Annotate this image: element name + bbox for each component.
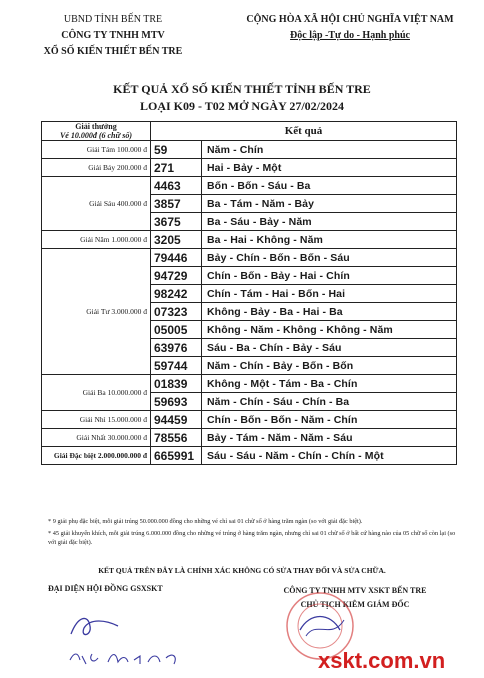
signatory-name-handwritten [68,646,188,672]
prize-name: Giải Tư 3.000.000 đ [42,249,151,375]
prize-name: Giải Ba 10.000.000 đ [42,375,151,411]
org-line-3: XỔ SỐ KIẾN THIẾT BẾN TRE [43,46,183,57]
header-national [230,12,470,44]
prize-name: Giải Nhất 30.000.000 đ [42,429,151,447]
national-title: CỘNG HÒA XÃ HỘI CHỦ NGHĨA VIỆT NAM [246,14,454,25]
winning-number-words: Ba - Hai - Không - Năm [202,231,457,249]
winning-number-words: Ba - Sáu - Bảy - Năm [202,213,457,231]
winning-number: 05005 [151,321,202,339]
results-table [41,121,457,465]
council-representative: ĐẠI DIỆN HỘI ĐỒNG GSXSKT [48,584,163,593]
prize-name: Giải Năm 1.000.000 đ [42,231,151,249]
table-row [42,249,457,267]
notes [48,517,458,550]
watermark: xskt.com.vn [318,648,446,673]
winning-number: 07323 [151,303,202,321]
table-row [42,141,457,159]
winning-number-words: Không - Năm - Không - Không - Năm [202,321,457,339]
table-row [42,375,457,393]
winning-number-words: Bốn - Bốn - Sáu - Ba [202,177,457,195]
winning-number: 79446 [151,249,202,267]
winning-number: 3675 [151,213,202,231]
table-row [42,411,457,429]
winning-number: 78556 [151,429,202,447]
winning-number: 59693 [151,393,202,411]
winning-number: 3205 [151,231,202,249]
table-row [42,177,457,195]
table-header-row [42,122,457,141]
org-line-1: UBND TỈNH BẾN TRE [63,14,163,25]
winning-number: 94459 [151,411,202,429]
org-line-2: CÔNG TY TNHH MTV [61,30,165,41]
winning-number-words: Sáu - Ba - Chín - Bảy - Sáu [202,339,457,357]
winning-number: 01839 [151,375,202,393]
winning-number-words: Chín - Tám - Hai - Bốn - Hai [202,285,457,303]
winning-number-words: Không - Bảy - Ba - Hai - Ba [202,303,457,321]
table-row [42,159,457,177]
winning-number-words: Chín - Bốn - Bảy - Hai - Chín [202,267,457,285]
winning-number: 271 [151,159,202,177]
prize-name: Giải Tám 100.000 đ [42,141,151,159]
prize-name: Giải Bảy 200.000 đ [42,159,151,177]
winning-number: 665991 [151,447,202,465]
winning-number: 59 [151,141,202,159]
signature-image [66,606,126,646]
header-organization [38,12,188,60]
winning-number-words: Bảy - Chín - Bốn - Bốn - Sáu [202,249,457,267]
prize-name: Giải Nhì 15.000.000 đ [42,411,151,429]
winning-number: 3857 [151,195,202,213]
table-row [42,447,457,465]
note-2: * 45 giải khuyến khích, mỗi giải trúng 6.000.000 đồng cho những vé trúng ở hàng trăm ngàn, nhưng chỉ sai 01 chữ số ở bất cứ hàng nào của 05 chữ số còn lại (so với giải đặc biệt). [48,530,456,546]
winning-number: 94729 [151,267,202,285]
winning-number: 63976 [151,339,202,357]
prize-header-sub: Vé 10.000đ (6 chữ số) [59,131,133,140]
company-position: CHỦ TỊCH KIÊM GIÁM ĐỐC [300,600,410,609]
page-title: KẾT QUẢ XỔ SỐ KIẾN THIẾT TỈNH BẾN TRE [113,82,371,96]
winning-number-words: Sáu - Sáu - Năm - Chín - Chín - Một [202,447,457,465]
winning-number: 98242 [151,285,202,303]
table-row [42,231,457,249]
company-name: CÔNG TY TNHH MTV XSKT BẾN TRE [283,586,427,595]
national-motto: Độc lập -Tự do - Hạnh phúc [290,30,410,41]
prize-header-label: Giải thưởng [75,122,117,131]
note-1: * 9 giải phụ đặc biệt, mỗi giải trúng 50.000.000 đồng cho những vé chỉ sai 01 chữ số ở hàng trăm ngàn (so với giải đặc biệt). [48,518,363,525]
prize-column-header [42,122,151,141]
winning-number: 59744 [151,357,202,375]
result-column-header: Kết quả [151,122,457,141]
winning-number-words: Hai - Bảy - Một [202,159,457,177]
winning-number-words: Ba - Tám - Năm - Bảy [202,195,457,213]
winning-number-words: Năm - Chín [202,141,457,159]
page-subtitle: LOẠI K09 - T02 MỞ NGÀY 27/02/2024 [139,99,344,113]
winning-number-words: Năm - Chín - Bảy - Bốn - Bốn [202,357,457,375]
winning-number-words: Năm - Chín - Sáu - Chín - Ba [202,393,457,411]
winning-number: 4463 [151,177,202,195]
prize-name: Giải Sáu 400.000 đ [42,177,151,231]
winning-number-words: Không - Một - Tám - Ba - Chín [202,375,457,393]
table-row [42,429,457,447]
confirmation-text: KẾT QUẢ TRÊN ĐÂY LÀ CHÍNH XÁC KHÔNG CÓ SỬA THAY ĐỔI VÀ SỬA CHỮA. [98,566,386,575]
winning-number-words: Chín - Bốn - Bốn - Năm - Chín [202,411,457,429]
prize-name: Giải Đặc biệt 2.000.000.000 đ [42,447,151,465]
winning-number-words: Bảy - Tám - Năm - Năm - Sáu [202,429,457,447]
